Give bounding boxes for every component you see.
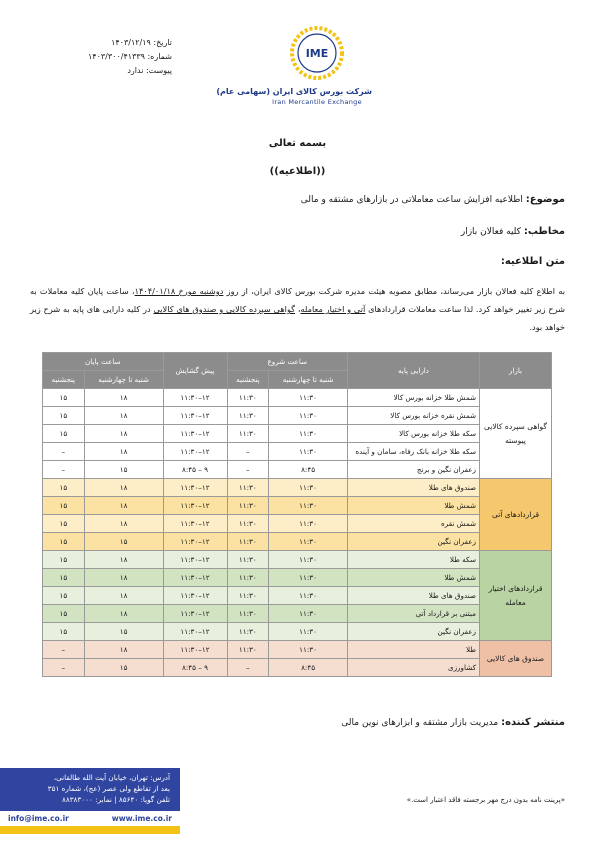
start-thu-cell: ۱۱:۳۰ [227,533,269,551]
end-sat-wed-cell: ۱۸ [84,587,163,605]
table-row [43,533,552,551]
effective-date: دوشنبه مورخ ۱۴۰۴/۰۱/۱۸ [134,286,224,296]
asset-cell: مبتنی بر قرارداد آتی [348,605,480,623]
table-row [43,659,552,677]
ime-logo [216,26,372,106]
start-thu-cell: ۱۱:۳۰ [227,425,269,443]
col-start: ساعت شروع [227,353,347,371]
subject-label: موضوع: [525,194,565,205]
start-thu-cell: ۱۱:۳۰ [227,407,269,425]
end-thu-cell: ۱۵ [43,425,85,443]
end-sat-wed-cell: ۱۵ [84,533,163,551]
preopen-cell: ۱۲–۱۱:۳۰ [163,497,227,515]
email-link[interactable]: info@ime.co.ir [8,814,69,823]
letter-date: تاریخ: ۱۴۰۳/۱۲/۱۹ [111,38,172,47]
basmala: بسمه تعالی [268,138,327,149]
preopen-cell: ۱۲–۱۱:۳۰ [163,407,227,425]
contact-bar [0,810,180,826]
audience-text: کلیه فعالان بازار [460,227,521,237]
body-heading: متن اطلاعیه: [500,256,565,267]
market-cell: قراردادهای اختیار معامله [480,551,552,641]
table-row [43,407,552,425]
end-thu-cell: ۱۵ [43,587,85,605]
logo-mark-text: IME [305,47,329,60]
start-sat-wed-cell: ۱۱:۳۰ [269,533,348,551]
preopen-cell: ۱۲–۱۱:۳۰ [163,587,227,605]
preopen-cell: ۹ – ۸:۴۵ [163,461,227,479]
end-thu-cell: – [43,461,85,479]
asset-cell: سکه طلا [348,551,480,569]
start-sat-wed-cell: ۱۱:۳۰ [269,623,348,641]
end-sat-wed-cell: ۱۸ [84,407,163,425]
col-end: ساعت پایان [43,353,164,371]
end-thu-cell: ۱۵ [43,569,85,587]
end-sat-wed-cell: ۱۸ [84,425,163,443]
asset-cell: شمش طلا [348,497,480,515]
issuer-text: مدیریت بازار مشتقه و ابزارهای نوین مالی [341,718,499,728]
start-thu-cell: ۱۱:۳۰ [227,479,269,497]
company-name-en: Iran Mercantile Exchange [272,98,362,106]
end-thu-cell: ۱۵ [43,479,85,497]
table-body [43,389,552,677]
asset-cell: صندوق های طلا [348,587,480,605]
end-thu-cell: ۱۵ [43,497,85,515]
asset-cell: شمش نقره [348,515,480,533]
table-row [43,587,552,605]
ime-logo-icon [290,26,344,80]
table-row [43,497,552,515]
address-line-2: بعد از تقاطع ولی عصر (عج)، شماره ۳۵۱ [47,784,170,793]
end-thu-cell: ۱۵ [43,533,85,551]
preopen-cell: ۹ – ۸:۴۵ [163,659,227,677]
start-sat-wed-cell: ۱۱:۳۰ [269,443,348,461]
preopen-cell: ۱۲–۱۱:۳۰ [163,479,227,497]
table-row [43,461,552,479]
start-sat-wed-cell: ۱۱:۳۰ [269,641,348,659]
address-line-1: آدرس: تهران، خیابان آیت الله طالقانی، [53,773,170,782]
start-thu-cell: ۱۱:۳۰ [227,551,269,569]
start-thu-cell: ۱۱:۳۰ [227,389,269,407]
preopen-cell: ۱۲–۱۱:۳۰ [163,389,227,407]
start-thu-cell: ۱۱:۳۰ [227,497,269,515]
end-sat-wed-cell: ۱۸ [84,641,163,659]
issuer-line [341,717,565,728]
end-thu-cell: – [43,659,85,677]
preopen-cell: ۱۲–۱۱:۳۰ [163,515,227,533]
print-footnote: «پرینت نامه بدون درج مهر برجسته فاقد اعتبار است.» [406,796,565,804]
asset-cell: شمش طلا [348,569,480,587]
asset-cell: کشاورزی [348,659,480,677]
end-sat-wed-cell: ۱۸ [84,569,163,587]
start-sat-wed-cell: ۱۱:۳۰ [269,605,348,623]
end-sat-wed-cell: ۱۸ [84,497,163,515]
footer-accent-bar [0,826,180,834]
asset-cell: زعفران نگین [348,623,480,641]
market-cell: گواهی سپرده کالایی پیوسته [480,389,552,479]
start-thu-cell: ۱۱:۳۰ [227,641,269,659]
start-sat-wed-cell: ۱۱:۳۰ [269,551,348,569]
end-thu-cell: ۱۵ [43,407,85,425]
asset-cell: زعفران نگین [348,533,480,551]
website-link[interactable]: www.ime.co.ir [111,814,172,823]
start-thu-cell: – [227,461,269,479]
col-end-thu: پنجشنبه [43,371,85,389]
table-row [43,623,552,641]
table-row [43,515,552,533]
end-sat-wed-cell: ۱۸ [84,515,163,533]
end-sat-wed-cell: ۱۵ [84,659,163,677]
subject-line [301,194,565,205]
end-sat-wed-cell: ۱۸ [84,605,163,623]
end-sat-wed-cell: ۱۵ [84,623,163,641]
asset-cell: سکه طلا خزانه بانک رفاه، سامان و آینده [348,443,480,461]
start-sat-wed-cell: ۱۱:۳۰ [269,587,348,605]
end-thu-cell: ۱۵ [43,551,85,569]
asset-cell: سکه طلا خزانه بورس کالا [348,425,480,443]
trading-hours-table [42,352,552,677]
letter-meta [52,36,172,78]
start-thu-cell: – [227,659,269,677]
preopen-cell: ۱۲–۱۱:۳۰ [163,569,227,587]
start-sat-wed-cell: ۸:۴۵ [269,461,348,479]
start-thu-cell: – [227,443,269,461]
start-sat-wed-cell: ۱۱:۳۰ [269,407,348,425]
col-start-sat-wed: شنبه تا چهارشنبه [269,371,348,389]
letter-number: شماره: ۱۴۰۳/۳۰۰/۴۱۳۳۹ [87,52,172,61]
letter-attachment: پیوست: ندارد [127,66,172,75]
col-preopen: پیش گشایش [163,353,227,389]
preopen-cell: ۱۲–۱۱:۳۰ [163,641,227,659]
asset-cell: شمش نقره خزانه بورس کالا [348,407,480,425]
start-thu-cell: ۱۱:۳۰ [227,515,269,533]
table-row [43,425,552,443]
asset-cell: صندوق های طلا [348,479,480,497]
table-row [43,569,552,587]
issuer-label: منتشر کننده: [501,717,565,728]
start-sat-wed-cell: ۱۱:۳۰ [269,515,348,533]
subject-text: اطلاعیه افزایش ساعت معاملاتی در بازارهای مشتقه و مالی [300,195,523,205]
col-asset: دارایی پایه [348,353,480,389]
start-sat-wed-cell: ۱۱:۳۰ [269,389,348,407]
end-sat-wed-cell: ۱۸ [84,479,163,497]
audience-line [461,226,565,237]
market-cell: قراردادهای آتی [480,479,552,551]
end-sat-wed-cell: ۱۸ [84,389,163,407]
preopen-cell: ۱۲–۱۱:۳۰ [163,425,227,443]
end-thu-cell: ۱۵ [43,623,85,641]
asset-cell: شمش طلا خزانه بورس کالا [348,389,480,407]
table-row [43,443,552,461]
end-sat-wed-cell: ۱۸ [84,443,163,461]
market-cell: صندوق های کالایی [480,641,552,677]
col-market: بازار [480,353,552,389]
audience-label: مخاطب: [523,226,565,237]
phone-line: تلفن گویا: ۸۵۶۴۰ | نمابر: ۸۸۳۸۳۰۰۰ [61,795,170,804]
asset-cell: طلا [348,641,480,659]
col-start-thu: پنجشنبه [227,371,269,389]
col-end-sat-wed: شنبه تا چهارشنبه [84,371,163,389]
preopen-cell: ۱۲–۱۱:۳۰ [163,623,227,641]
start-thu-cell: ۱۱:۳۰ [227,623,269,641]
end-thu-cell: ۱۵ [43,389,85,407]
table-row [43,479,552,497]
end-sat-wed-cell: ۱۵ [84,461,163,479]
preopen-cell: ۱۲–۱۱:۳۰ [163,605,227,623]
end-thu-cell: ۱۵ [43,515,85,533]
start-thu-cell: ۱۱:۳۰ [227,587,269,605]
start-sat-wed-cell: ۱۱:۳۰ [269,425,348,443]
table-row [43,641,552,659]
preopen-cell: ۱۲–۱۱:۳۰ [163,443,227,461]
start-sat-wed-cell: ۱۱:۳۰ [269,479,348,497]
table-row [43,551,552,569]
notice-title: ((اطلاعیه)) [269,166,326,177]
asset-cell: زعفران نگین و برنج [348,461,480,479]
table-row [43,389,552,407]
table-row [43,605,552,623]
start-sat-wed-cell: ۱۱:۳۰ [269,569,348,587]
end-thu-cell: ۱۵ [43,605,85,623]
end-thu-cell: – [43,641,85,659]
company-name-fa: شرکت بورس کالای ایران (سهامی عام) [216,87,372,96]
preopen-cell: ۱۲–۱۱:۳۰ [163,533,227,551]
start-sat-wed-cell: ۱۱:۳۰ [269,497,348,515]
end-sat-wed-cell: ۱۸ [84,551,163,569]
start-thu-cell: ۱۱:۳۰ [227,605,269,623]
notice-paragraph: به اطلاع کلیه فعالان بازار می‌رساند، مطابق مصوبه هیئت مدیره شرکت بورس کالای ایران، از روز دوشنبه مورخ ۱۴۰۴/۰۱/۱۸، ساعت پایان کلیه معاملات به شرح زیر تغییر خواهد کرد. لذا ساعت معاملات قراردادهای آتی و اختیار معامله، گواهی سپرده کالایی و صندوق های کالایی در کلیه دارایی های پایه به شرح زیر خواهد بود. [30,286,566,332]
start-thu-cell: ۱۱:۳۰ [227,569,269,587]
end-thu-cell: – [43,443,85,461]
preopen-cell: ۱۲–۱۱:۳۰ [163,551,227,569]
start-sat-wed-cell: ۸:۴۵ [269,659,348,677]
